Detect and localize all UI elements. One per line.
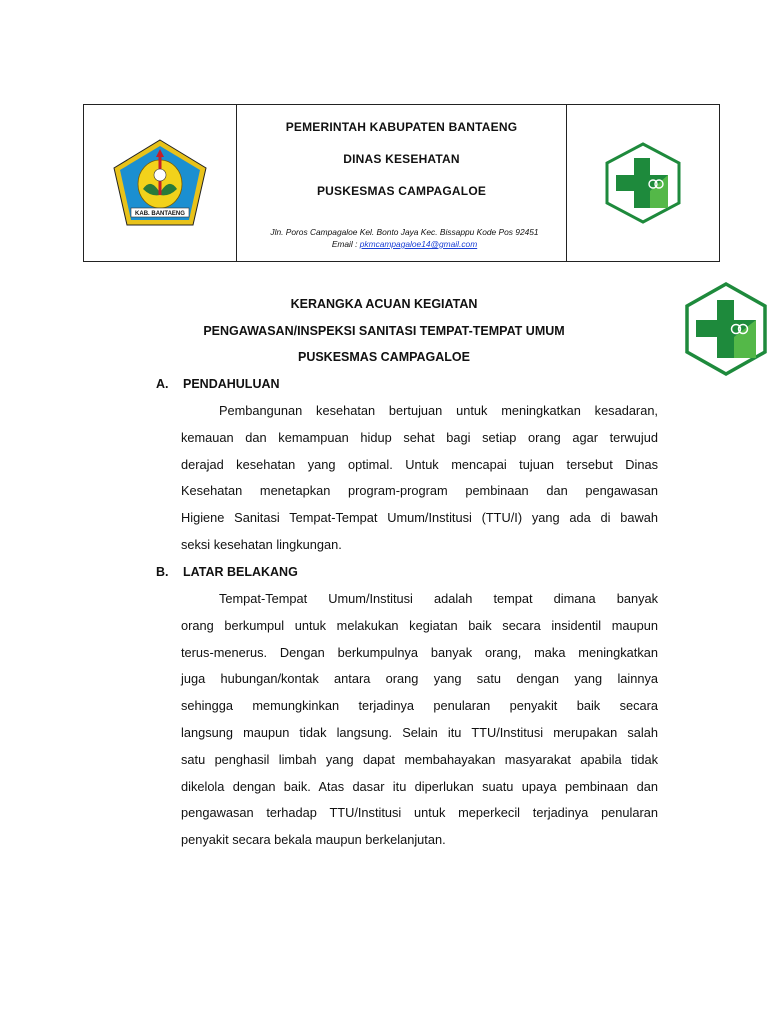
paragraph-line: terus-menerus. Dengan berkumpulnya banyak orang, maka meningkatkan: [181, 644, 658, 660]
paragraph-line: langsung maupun tidak langsung. Selain itu TTU/Institusi merupakan salah: [181, 724, 658, 740]
paragraph-line: kemauan dan kemampuan hidup sehat bagi setiap orang agar terwujud: [181, 429, 658, 445]
section-b-paragraph: [181, 586, 658, 854]
letterhead-left-cell: [84, 105, 237, 261]
bantaeng-emblem-icon: [111, 137, 209, 229]
paragraph-line: Pembangunan kesehatan bertujuan untuk meningkatkan kesadaran,: [219, 403, 658, 418]
section-a-paragraph: [181, 398, 658, 559]
puskesmas-name: PUSKESMAS CAMPAGALOE: [316, 184, 487, 198]
paragraph-line: derajad kesehatan yang optimal. Untuk mencapai tujuan tersebut Dinas: [181, 456, 658, 472]
paragraph-line: juga hubungan/kontak antara orang yang satu dengan yang lainnya: [181, 671, 658, 687]
paragraph-line: dikelola dengan baik. Atas dasar itu diperlukan suatu upaya pembinaan dan: [181, 778, 658, 794]
email-label: Email :: [331, 239, 360, 249]
government-name: PEMERINTAH KABUPATEN BANTAENG: [285, 120, 518, 134]
paragraph-line: Kesehatan menetapkan program-program pembinaan dan pengawasan: [181, 483, 658, 499]
paragraph-line: Higiene Sanitasi Tempat-Tempat Umum/Institusi (TTU/I) yang ada di bawah: [181, 510, 658, 526]
paragraph-line: sehingga memungkinkan terjadinya penularan penyakit baik secara: [181, 698, 658, 714]
department-name: DINAS KESEHATAN: [343, 152, 460, 166]
puskesmas-logo-icon: [603, 141, 683, 225]
email-line: [243, 239, 566, 249]
paragraph-line: satu penghasil limbah yang dapat membahayakan masyarakat apabila tidak: [181, 751, 658, 767]
section-b-heading: LATAR BELAKANG: [183, 565, 298, 579]
document-title: KERANGKA ACUAN KEGIATAN: [290, 297, 478, 311]
paragraph-line: orang berkumpul untuk melakukan kegiatan baik secara insidentil maupun: [181, 617, 658, 633]
document-subtitle: PENGAWASAN/INSPEKSI SANITASI TEMPAT-TEMPAT UMUM: [203, 324, 565, 338]
address-text: Jln. Poros Campagaloe Kel. Bonto Jaya Kec. Bissappu Kode Pos 92451: [270, 227, 539, 237]
paragraph-line: penyakit secara bekala maupun berkelanjutan.: [181, 832, 446, 848]
section-b-letter: B.: [156, 565, 169, 579]
section-a-heading: PENDAHULUAN: [183, 377, 280, 391]
section-a-letter: A.: [156, 377, 169, 391]
letterhead-right-cell: [567, 105, 719, 261]
paragraph-line: pengawasan terhadap TTU/Institusi untuk meperkecil terjadinya penularan: [181, 805, 658, 821]
document-organization: PUSKESMAS CAMPAGALOE: [297, 350, 470, 364]
email-link[interactable]: pkmcampagaloe14@gmail.com: [359, 239, 478, 249]
letterhead: [83, 104, 720, 262]
letterhead-center-cell: [237, 105, 567, 261]
emblem-banner-text: KAB. BANTAENG: [135, 211, 185, 217]
paragraph-line: Tempat-Tempat Umum/Institusi adalah tempat dimana banyak: [219, 591, 658, 606]
paragraph-line: seksi kesehatan lingkungan.: [181, 536, 342, 552]
